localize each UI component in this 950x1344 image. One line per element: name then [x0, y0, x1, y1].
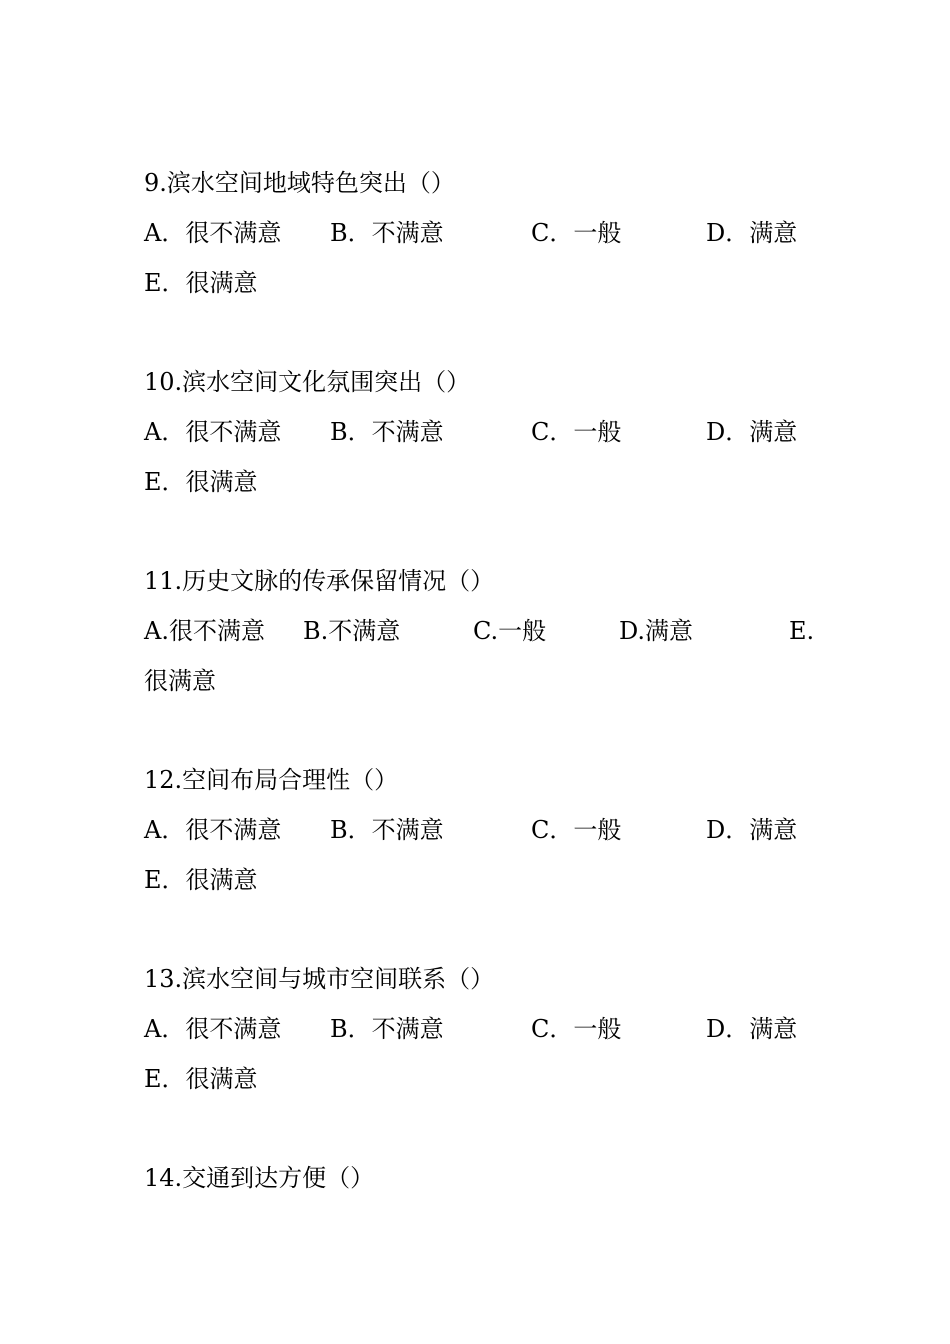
question-10-option-d: D．满意 [706, 418, 798, 446]
question-9-option-d: D．满意 [706, 219, 798, 247]
question-12-option-a: A．很不满意 [144, 816, 282, 844]
question-9-option-c: C．一般 [531, 219, 622, 247]
question-11-option-b: B.不满意 [303, 617, 401, 645]
question-10-option-c: C．一般 [531, 418, 622, 446]
question-11-option-d: D.满意 [619, 617, 694, 645]
question-13-option-b: B．不满意 [330, 1015, 444, 1043]
question-12-option-c: C．一般 [531, 816, 622, 844]
question-11-option-c: C.一般 [473, 617, 547, 645]
question-9-option-a: A．很不满意 [144, 219, 282, 247]
question-13-option-a: A．很不满意 [144, 1015, 282, 1043]
question-11-option-e-text: 很满意 [144, 667, 216, 695]
question-11-option-e-letter: E. [789, 617, 815, 645]
question-14-title: 14.交通到达方便（） [144, 1164, 375, 1192]
question-13-option-e: E．很满意 [144, 1065, 258, 1093]
question-10-title: 10.滨水空间文化氛围突出（） [144, 368, 471, 396]
question-9-title: 9.滨水空间地域特色突出（） [144, 169, 455, 197]
question-9-option-b: B．不满意 [330, 219, 444, 247]
question-12-option-d: D．满意 [706, 816, 798, 844]
question-10-option-e: E．很满意 [144, 468, 258, 496]
question-12-title: 12.空间布局合理性（） [144, 766, 399, 794]
question-13-option-d: D．满意 [706, 1015, 798, 1043]
question-11-option-a: A.很不满意 [144, 617, 265, 645]
question-12-option-e: E．很满意 [144, 866, 258, 894]
question-12-option-b: B．不满意 [330, 816, 444, 844]
question-10-option-b: B．不满意 [330, 418, 444, 446]
question-13-option-c: C．一般 [531, 1015, 622, 1043]
question-9-option-e: E．很满意 [144, 269, 258, 297]
question-10-option-a: A．很不满意 [144, 418, 282, 446]
question-11-title: 11.历史文脉的传承保留情况（） [144, 567, 495, 595]
question-13-title: 13.滨水空间与城市空间联系（） [144, 965, 495, 993]
